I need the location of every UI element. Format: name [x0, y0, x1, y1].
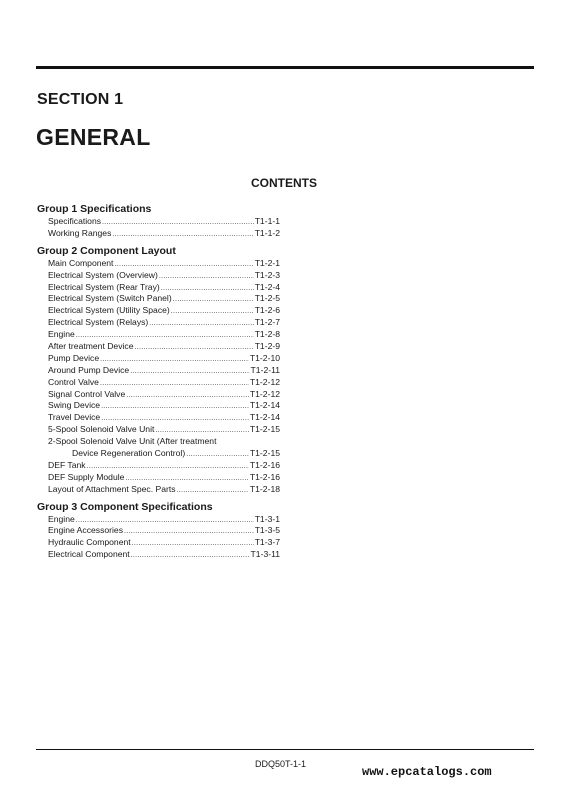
section-label: SECTION 1: [37, 91, 124, 108]
toc-entry[interactable]: [37, 341, 280, 353]
toc-entry-label: Around Pump Device: [48, 364, 130, 375]
toc-entry-page: T1-2-14: [249, 412, 280, 423]
toc-entry-label: Layout of Attachment Spec. Parts: [48, 483, 176, 494]
toc-entry-label: Device Regeneration Control): [72, 448, 186, 459]
toc-entry-page: T1-3-5: [254, 525, 280, 536]
toc-entry-page: T1-2-15: [249, 448, 280, 459]
toc-entry-label: Working Ranges: [48, 227, 112, 238]
toc-entry-page: T1-2-8: [254, 329, 280, 340]
toc-entry-label: Engine: [48, 513, 75, 524]
toc-group: [37, 244, 280, 496]
toc-entry-label: Electrical Component: [48, 549, 130, 560]
toc-entry-page: T1-2-12: [249, 388, 280, 399]
toc-entry[interactable]: [37, 525, 280, 537]
toc-entry[interactable]: [37, 537, 280, 549]
toc-entry-page: T1-2-5: [254, 293, 280, 304]
toc-entry[interactable]: [37, 305, 280, 317]
toc-entry[interactable]: [37, 549, 280, 561]
toc-entry-page: T1-2-10: [249, 352, 280, 363]
toc-entry[interactable]: [37, 258, 280, 270]
toc-entry-label: Pump Device: [48, 352, 100, 363]
toc-entry-page: T1-2-14: [249, 400, 280, 411]
bottom-rule: [36, 749, 534, 750]
toc-entry[interactable]: [37, 389, 280, 401]
toc-entry-page: T1-2-6: [254, 305, 280, 316]
toc-entry-page: T1-2-9: [254, 341, 280, 352]
toc-entry[interactable]: [37, 293, 280, 305]
toc-entry[interactable]: [37, 472, 280, 484]
toc-entry-label: Hydraulic Component: [48, 537, 131, 548]
toc-leader-dots: [177, 484, 249, 497]
toc-entry-page: T1-2-3: [254, 269, 280, 280]
toc-entry[interactable]: [37, 514, 280, 526]
toc-entry-page: T1-1-2: [254, 227, 280, 238]
toc-entry[interactable]: [37, 412, 280, 424]
toc-entry[interactable]: [37, 317, 280, 329]
toc-entry-page: T1-2-16: [249, 471, 280, 482]
toc-entry-label: Main Component: [48, 257, 114, 268]
toc-entry-label: Engine: [48, 329, 75, 340]
toc-entry[interactable]: [37, 228, 280, 240]
toc-entry-page: T1-2-18: [249, 483, 280, 494]
toc-entry-page: T1-3-7: [254, 537, 280, 548]
toc-entry-page: T1-3-1: [254, 513, 280, 524]
toc-entry-label: Swing Device: [48, 400, 101, 411]
toc-entry[interactable]: [37, 460, 280, 472]
toc-entry-label: Electrical System (Utility Space): [48, 305, 170, 316]
toc-entry-label: After treatment Device: [48, 341, 134, 352]
toc-entry-label: Specifications: [48, 216, 102, 226]
table-of-contents: [37, 202, 280, 565]
toc-entry-page: T1-2-16: [249, 459, 280, 470]
toc-entry-label: Electrical System (Switch Panel): [48, 293, 172, 304]
toc-entry-label: DEF Supply Module: [48, 471, 125, 482]
toc-group-title: Group 3 Component Specifications: [37, 500, 213, 513]
toc-entry-label: Electrical System (Overview): [48, 269, 158, 280]
toc-entry[interactable]: [37, 448, 280, 460]
toc-entry[interactable]: [37, 329, 280, 341]
toc-entry-label: DEF Tank: [48, 459, 86, 470]
toc-entry[interactable]: [37, 484, 280, 496]
toc-entry-page: T1-2-12: [249, 376, 280, 387]
toc-entry-label: 2-Spool Solenoid Valve Unit (After treatment: [48, 436, 217, 447]
toc-entry[interactable]: [37, 377, 280, 389]
toc-entry[interactable]: [37, 282, 280, 294]
toc-group-title: Group 1 Specifications: [37, 203, 152, 215]
toc-entry[interactable]: [37, 216, 280, 228]
toc-entry[interactable]: [37, 424, 280, 436]
page-footer-code: DDQ50T-1-1: [255, 759, 307, 769]
toc-group: [37, 500, 280, 562]
toc-entry-page: T1-3-11: [250, 549, 280, 560]
toc-entry-page: T1-2-15: [249, 424, 280, 435]
toc-entry[interactable]: [37, 270, 280, 282]
toc-entry-label: Electrical System (Relays): [48, 317, 149, 328]
toc-entry-label: Engine Accessories: [48, 525, 123, 536]
toc-entry-label: Control Valve: [48, 376, 99, 387]
toc-entry-label: Signal Control Valve: [48, 388, 126, 399]
toc-group: [37, 202, 280, 240]
toc-entry-label: Travel Device: [48, 412, 101, 423]
toc-leader-dots: [131, 549, 250, 562]
toc-entry-page: T1-1-1: [254, 216, 280, 226]
toc-entry-page: T1-2-4: [254, 281, 280, 292]
top-rule: [36, 66, 534, 69]
contents-heading: CONTENTS: [251, 176, 317, 190]
toc-entry-label: Electrical System (Rear Tray): [48, 281, 160, 292]
toc-entry-page: T1-2-11: [250, 364, 280, 375]
toc-entry[interactable]: [37, 353, 280, 365]
toc-entry-page: T1-2-7: [254, 317, 280, 328]
toc-entry-label: 5-Spool Solenoid Valve Unit: [48, 424, 155, 435]
section-title: GENERAL: [36, 124, 151, 150]
toc-entry-page: T1-2-1: [254, 257, 280, 268]
toc-entry[interactable]: [37, 400, 280, 412]
toc-group-title: Group 2 Component Layout: [37, 244, 176, 257]
toc-entry[interactable]: [37, 365, 280, 377]
toc-leader-dots: [112, 228, 253, 241]
watermark-url: www.epcatalogs.com: [362, 765, 492, 779]
